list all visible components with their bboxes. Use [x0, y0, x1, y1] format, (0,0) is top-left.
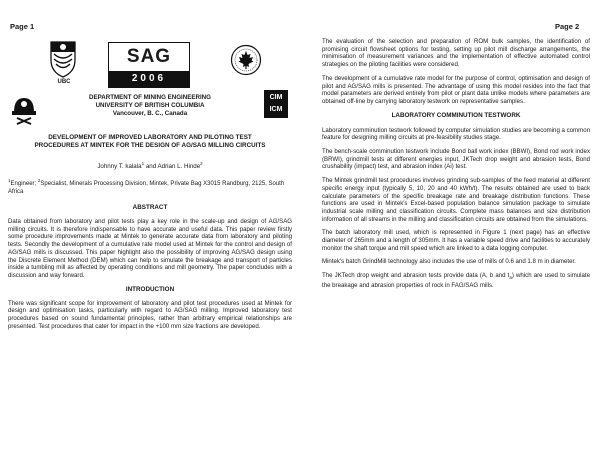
ubc-label: UBC: [57, 79, 71, 85]
affil-role-2: Specialist, Minerals Processing Division, Mintek, Private Bag X3015 Randburg, 2125, South Africa: [8, 181, 285, 196]
department-line-3: Vancouver, B. C., Canada: [112, 110, 188, 117]
department-line-1: DEPARTMENT OF MINING ENGINEERING: [89, 94, 211, 101]
page2-paragraph-3: Laboratory comminution testwork followed by computer simulation studies are becoming a common feature for designing milling circuits at pre-feasibility studies stage.: [322, 126, 590, 142]
page-1-column: [8, 38, 292, 337]
introduction-heading: INTRODUCTION: [125, 285, 175, 293]
affil-sup-2: 2: [37, 178, 41, 184]
abstract-text: Data obtained from laboratory and pilot tests play a key role in the scale-up and design of AG/SAG milling circuits. It is therefore indispensable to have accurate and useful data. This paper review firstly some procedure improvements made at Mintek to generate accurate data from laboratory and piloting tests. Secondly the development of a cumulative rate model used at Mintek for the control and design of AG/SAG mills is discussed. This paper highlight also the possibility of improving AG/SAG design using the Discrete Element Method (DEM) which can help to simulate the breakage and transport of particles inside a tumbling mill as affected by operating conditions and mill geometry. The paper concludes with a discussion and way forward.: [8, 218, 292, 279]
author-1-sup: 1: [141, 161, 145, 166]
department-name: [50, 94, 250, 118]
para8-subscript: a: [509, 275, 512, 281]
paper-authors: [8, 160, 292, 171]
introduction-text: There was significant scope for improvement of laboratory and pilot test procedures used at Mintek for design and optimisation tasks, particularly with regard to AG/SAG milling. Improved laboratory test procedures based on sound fundamental principles, rather than arbitrary empirical relationships are presented. Test procedures that cater for impact in the +100 mm size fractions are developed.: [8, 299, 292, 330]
logo-row: [8, 38, 292, 94]
para8-part-a: The JKTech drop weight and abrasion tests provide data (A, b and t: [322, 272, 510, 280]
page2-paragraph-7: Mintek's batch GrindMill technology also includes the use of mills of 0.6 and 1.8 m in diameter.: [322, 258, 576, 266]
affil-role-1: Engineer;: [10, 181, 38, 188]
para8-part-b: ) which are used to simulate the breakage and abrasion properties of rock in FAG/SAG mills.: [322, 272, 590, 290]
author-2: and Adrian L. Hinde: [144, 163, 201, 171]
paper-title: DEVELOPMENT OF IMPROVED LABORATORY AND PILOTING TEST PROCEDURES AT MINTEK FOR THE DESIGN OF AG/SAG MILLING CIRCUITS: [34, 134, 266, 149]
cim-icm-logo: CIM ICM: [264, 90, 288, 118]
mining-helmet-icon: [10, 92, 38, 126]
sag-title: SAG: [126, 46, 172, 67]
page2-paragraph-1: The evaluation of the selection and preparation of ROM bulk samples, the identification of promising circuit flowsheet options for testing, setting up pilot mill discharge arrangements, the minimisation of measurement variances and the implementation of effective automated control strategies on the piloting facilities were considered.: [322, 38, 590, 69]
department-line-2: UNIVERSITY OF BRITISH COLUMBIA: [95, 102, 205, 109]
department-block: [8, 94, 292, 126]
lab-testwork-heading: LABORATORY COMMINUTION TESTWORK: [391, 111, 521, 119]
page-number-right: Page 2: [555, 22, 580, 31]
page2-paragraph-5: The Mintek grindmill test procedures involves grinding sub-samples of the feed material at different specific energy input (typically 5, 10, 20 and 40 kWh/t). The results obtained are used to back calculate parameters of the specific breakage rate and breakage distribution functions. These functions are used in Mintek's Excel-based population balance simulation package to simulate industrial scale milling and classification circuits. Complete mass balances and size distribution information of all streams in the milling and classification circuits are obtained from the simulations.: [322, 177, 590, 223]
author-1: Johnny T. kalala: [97, 163, 142, 171]
sag-year: 2006: [109, 71, 189, 87]
page2-paragraph-2: The development of a cumulative rate model for the purpose of control, optimisation and design of pilot and AG/SAG mills is presented. The advantage of using this model resides into the fact that model parameters are derived entirely from pilot or plant data unlike models where parameters are obtained off-line by carrying laboratory testwork on representative samples.: [322, 74, 590, 105]
page-2-column: [322, 38, 590, 296]
ubc-crest-logo: [48, 40, 78, 78]
author-2-sup: 2: [200, 161, 203, 166]
author-affiliation: [8, 177, 292, 196]
page2-paragraph-6: The batch laboratory mill used, which is represented in Figure 1 (next page) has an effective diameter of 265mm and a length of 305mm. It has a variable speed drive and facilities to accurately monitor the shaft torque and mill speed which are linked to a data logging computer.: [322, 229, 590, 252]
abstract-heading: ABSTRACT: [132, 204, 168, 212]
affil-sup-1: 1: [8, 178, 11, 184]
sag-2006-logo: [108, 42, 190, 88]
maple-leaf-emblem-icon: [230, 44, 262, 76]
page2-paragraph-8: [322, 272, 590, 290]
page-number-left: Page 1: [10, 22, 35, 31]
page2-paragraph-4: The bench-scale comminution testwork include Bond ball work index (BBWI), Bond rod work index (BRWI), grindmill tests at different energies input, JKTech drop weight and abrasion tests, Bond crushability (impact) test, and abrasion index (Ai) test.: [322, 148, 590, 171]
